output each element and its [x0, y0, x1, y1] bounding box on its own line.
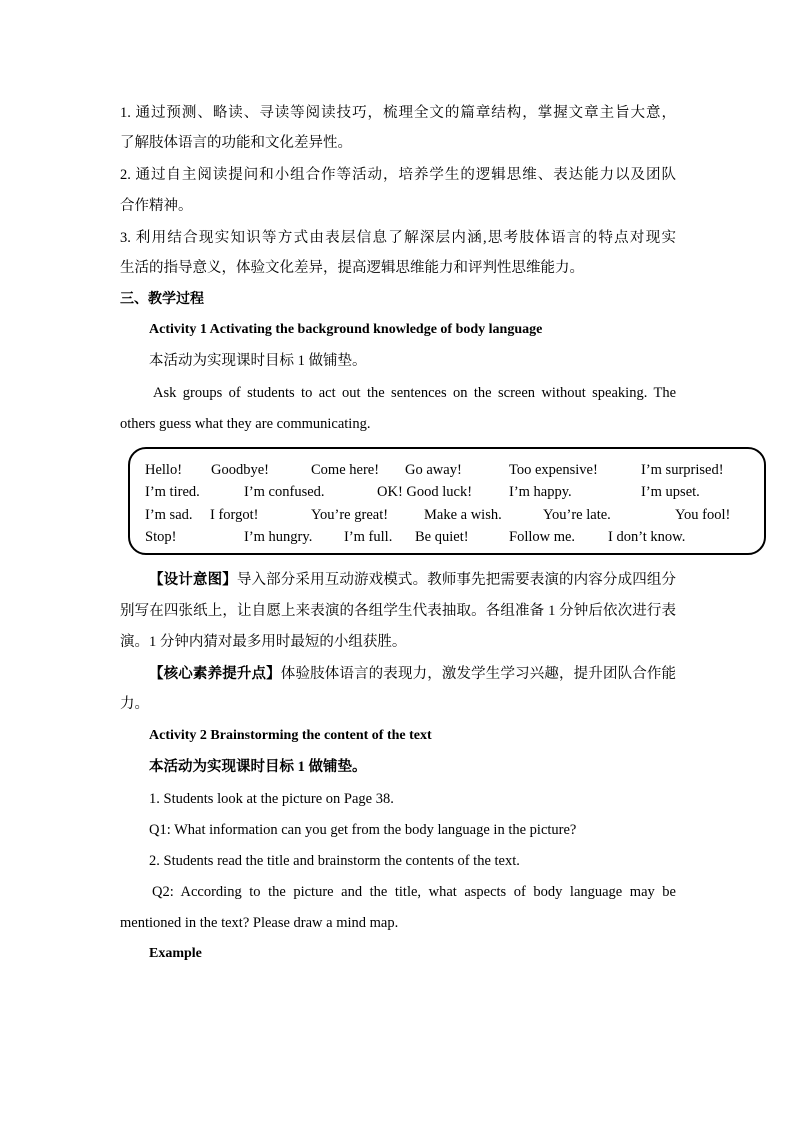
activity-1-goal: 本活动为实现课时目标 1 做铺垫。 — [149, 353, 367, 369]
sentence: I forgot! — [210, 507, 259, 523]
sentence: Make a wish. — [424, 507, 502, 523]
activity-1-instruction-line-2: others guess what they are communicating. — [120, 416, 371, 432]
objective-3-line-1: 3. 利用结合现实知识等方式由表层信息了解深层内涵,思考肢体语言的特点对现实 — [120, 230, 676, 246]
sentence: Hello! — [145, 462, 183, 478]
sentence: I don’t know. — [608, 529, 686, 545]
example-label: Example — [149, 946, 202, 961]
objective-2-line-2: 合作精神。 — [120, 198, 193, 214]
sentence: Be quiet! — [415, 529, 469, 545]
sentence: I’m tired. — [145, 484, 200, 500]
sentence: I’m hungry. — [244, 529, 313, 545]
design-intent-line-1 — [149, 570, 676, 590]
sentence: Follow me. — [509, 529, 576, 545]
activity-1-title: Activity 1 Activating the background knowledge of body language — [149, 322, 543, 337]
design-intent-text: 导入部分采用互动游戏模式。教师事先把需要表演的内容分成四组分 — [236, 572, 676, 588]
sentence: I’m upset. — [641, 484, 700, 500]
sentence: Goodbye! — [211, 462, 269, 478]
sentence: I’m happy. — [509, 484, 572, 500]
sentence: Too expensive! — [509, 462, 598, 478]
sentence: I’m surprised! — [641, 462, 724, 478]
design-intent-label: 【设计意图】 — [149, 572, 237, 588]
sentence: Stop! — [145, 529, 177, 545]
activity-2-title: Activity 2 Brainstorming the content of the text — [149, 728, 432, 743]
core-literacy-line-2: 力。 — [120, 696, 149, 712]
objective-2-line-1: 2. 通过自主阅读提问和小组合作等活动，培养学生的逻辑思维、表达能力以及团队 — [120, 167, 676, 183]
section-heading: 三、教学过程 — [120, 291, 204, 307]
objective-1-line-1: 1. 通过预测、略读、寻读等阅读技巧，梳理全文的篇章结构，掌握文章主旨大意， — [120, 105, 676, 121]
objective-1-line-2: 了解肢体语言的功能和文化差异性。 — [120, 135, 352, 151]
design-intent-line-3: 演。1 分钟内猜对最多用时最短的小组获胜。 — [120, 634, 407, 650]
sentence: OK! Good luck! — [377, 484, 473, 500]
activity-1-instruction-line-1: Ask groups of students to act out the sentences on the screen without speaking. The — [153, 385, 676, 401]
design-intent-line-2: 别写在四张纸上，让自愿上来表演的各组学生代表抽取。各组准备 1 分钟后依次进行表 — [120, 603, 676, 619]
activity-2-step-1: 1. Students look at the picture on Page 38. — [149, 791, 394, 807]
activity-2-question-2-line-1: Q2: According to the picture and the title, what aspects of body language may be — [152, 884, 676, 900]
activity-2-question-2-line-2: mentioned in the text? Please draw a mind map. — [120, 915, 399, 931]
sentence: I’m confused. — [244, 484, 325, 500]
sentence: You’re late. — [543, 507, 611, 523]
activity-2-goal: 本活动为实现课时目标 1 做铺垫。 — [149, 759, 367, 775]
activity-2-question-1: Q1: What information can you get from the body language in the picture? — [149, 822, 577, 838]
sentence: Come here! — [311, 462, 380, 478]
activity-2-step-2: 2. Students read the title and brainstorm the contents of the text. — [149, 853, 520, 869]
sentence: You’re great! — [311, 507, 389, 523]
core-literacy-label: 【核心素养提升点】 — [149, 666, 281, 682]
objective-3-line-2: 生活的指导意义，体验文化差异，提高逻辑思维能力和评判性思维能力。 — [120, 260, 584, 276]
sentence: Go away! — [405, 462, 462, 478]
core-literacy-text: 体验肢体语言的表现力，激发学生学习兴趣，提升团队合作能 — [280, 666, 677, 682]
sentence: I’m full. — [344, 529, 393, 545]
core-literacy-line-1 — [149, 664, 676, 684]
sentence: You fool! — [675, 507, 731, 523]
sentence: I’m sad. — [145, 507, 193, 523]
